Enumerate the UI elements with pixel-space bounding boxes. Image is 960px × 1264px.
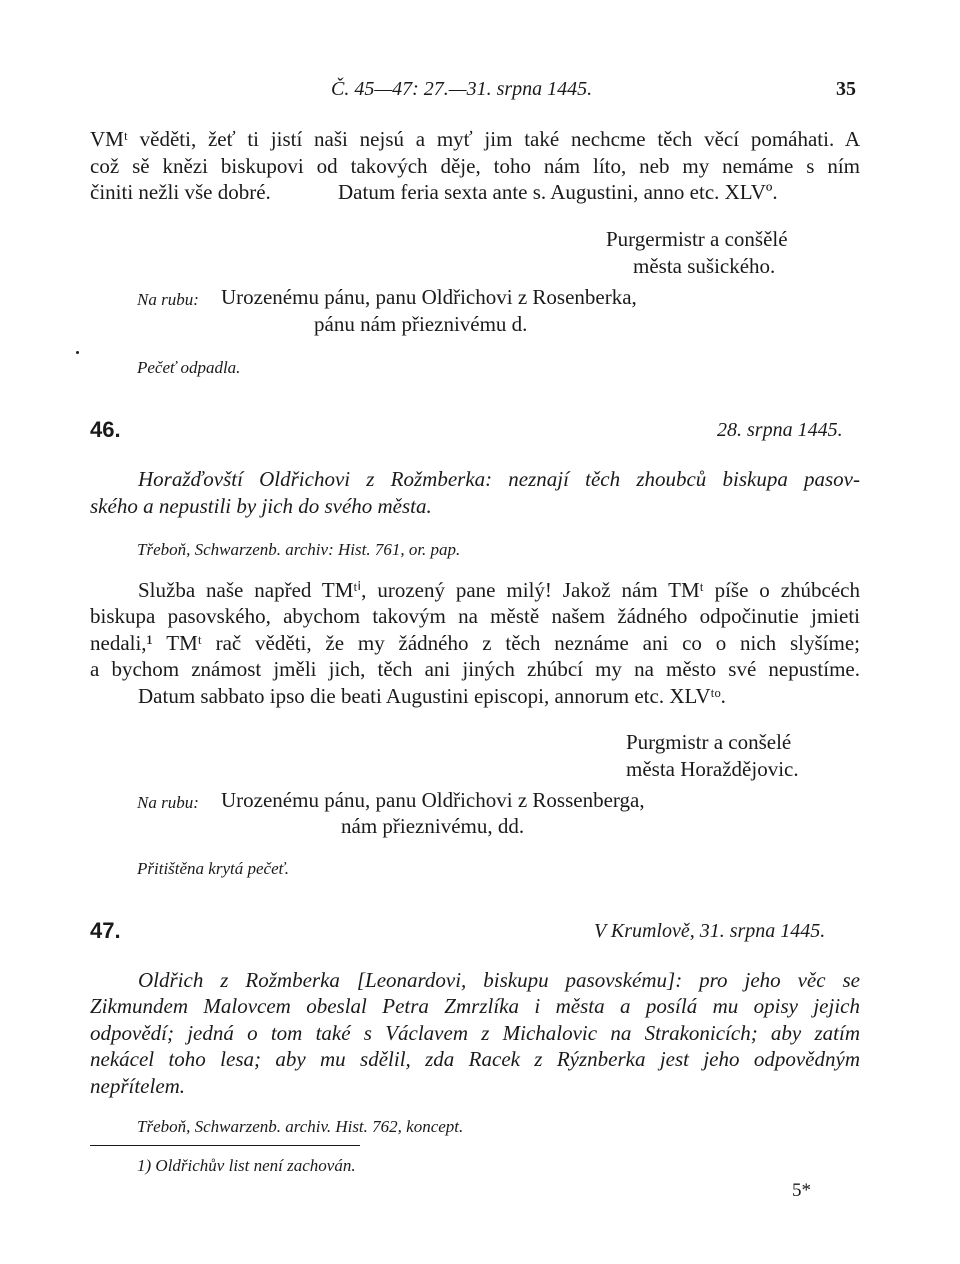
doc45-line-3: činiti nežli vše dobré. [90,180,271,204]
doc47-regest-line-4: nekácel toho lesa; aby mu sdělil, zda Racek z Rýznberka jest jeho odpovědným [90,1047,860,1071]
doc47-source: Třeboň, Schwarzenb. archiv. Hist. 762, koncept. [137,1117,464,1136]
doc47-regest-line-1: Oldřich z Rožmberka [Leonardovi, biskupu pasovskému]: pro jeho věc se [138,968,860,992]
doc45-datum: Datum feria sexta ante s. Augustini, anno etc. XLVº. [338,180,778,204]
doc45-address-label: Na rubu: [137,290,199,309]
doc45-signature-2: města sušického. [633,254,776,278]
doc45-address-line-1: Urozenému pánu, panu Oldřichovi z Rosenberka, [221,285,637,309]
doc45-address-line-2: pánu nám přieznivému d. [314,312,528,336]
doc45-signature-1: Purgermistr a conšělé [606,227,788,251]
stray-dot [76,351,79,354]
doc46-regest-line-1: Horažďovští Oldřichovi z Rožmberka: neznají těch zhoubců biskupa pasov- [138,467,860,491]
doc46-address-line-1: Urozenému pánu, panu Oldřichovi z Rossenberga, [221,788,645,812]
doc46-signature-2: města Horaždějovic. [626,757,799,781]
doc46-text-line-4: a bychom známost jměli jich, těch ani jiných zhúbcí my na město své nepustíme. [90,657,860,681]
doc46-address-label: Na rubu: [137,793,199,812]
signature-mark: 5* [792,1180,811,1201]
doc45-line-1: VMᵗ věděti, žeť ti jistí naši nejsú a myť jim také nechcme těch věcí pomáhati. A [90,127,860,151]
doc46-regest-line-2: ského a nepustili by jich do svého města. [90,494,432,518]
page-number: 35 [836,78,856,100]
doc45-line-2: což sě knězi biskupovi od takových děje, toho nám líto, neb my nemáme s ním [90,154,860,178]
footnote-rule [90,1145,360,1146]
doc45-seal-note: Pečeť odpadla. [137,358,241,377]
running-title: Č. 45—47: 27.—31. srpna 1445. [331,78,593,100]
doc46-text-line-3: nedali,¹ TMᵗ rač věděti, že my žádného z těch neznáme ani co o nich slyšíme; [90,631,860,655]
doc47-regest-line-3: odpovědí; jedná o tom také s Václavem z Michalovic na Strakonicích; aby zatím [90,1021,860,1045]
doc46-text-line-5: Datum sabbato ipso die beati Augustini episcopi, annorum etc. XLVᵗᵒ. [138,684,726,708]
doc47-date: V Krumlově, 31. srpna 1445. [594,920,826,942]
doc46-signature-1: Purgmistr a conšelé [626,730,792,754]
doc47-regest-line-2: Zikmundem Malovcem obeslal Petra Zmrzlíka i města a posílá mu opisy jejich [90,994,860,1018]
doc46-number: 46. [90,417,121,442]
doc47-number: 47. [90,918,121,943]
doc46-source: Třeboň, Schwarzenb. archiv: Hist. 761, or. pap. [137,540,461,559]
footnote: 1) Oldřichův list není zachován. [137,1156,356,1175]
doc46-text-line-2: biskupa pasovského, abychom takovým na městě našem žádného odpočinutie jmieti [90,604,860,628]
doc47-regest-line-5: nepřítelem. [90,1074,186,1098]
doc46-seal-note: Přitištěna krytá pečeť. [137,859,290,878]
doc46-address-line-2: nám přieznivému, dd. [341,814,525,838]
doc46-date: 28. srpna 1445. [717,419,843,441]
doc46-text-line-1: Služba naše napřed TMᵗⁱ, urozený pane milý! Jakož nám TMᵗ píše o zhúbcéch [138,578,860,602]
